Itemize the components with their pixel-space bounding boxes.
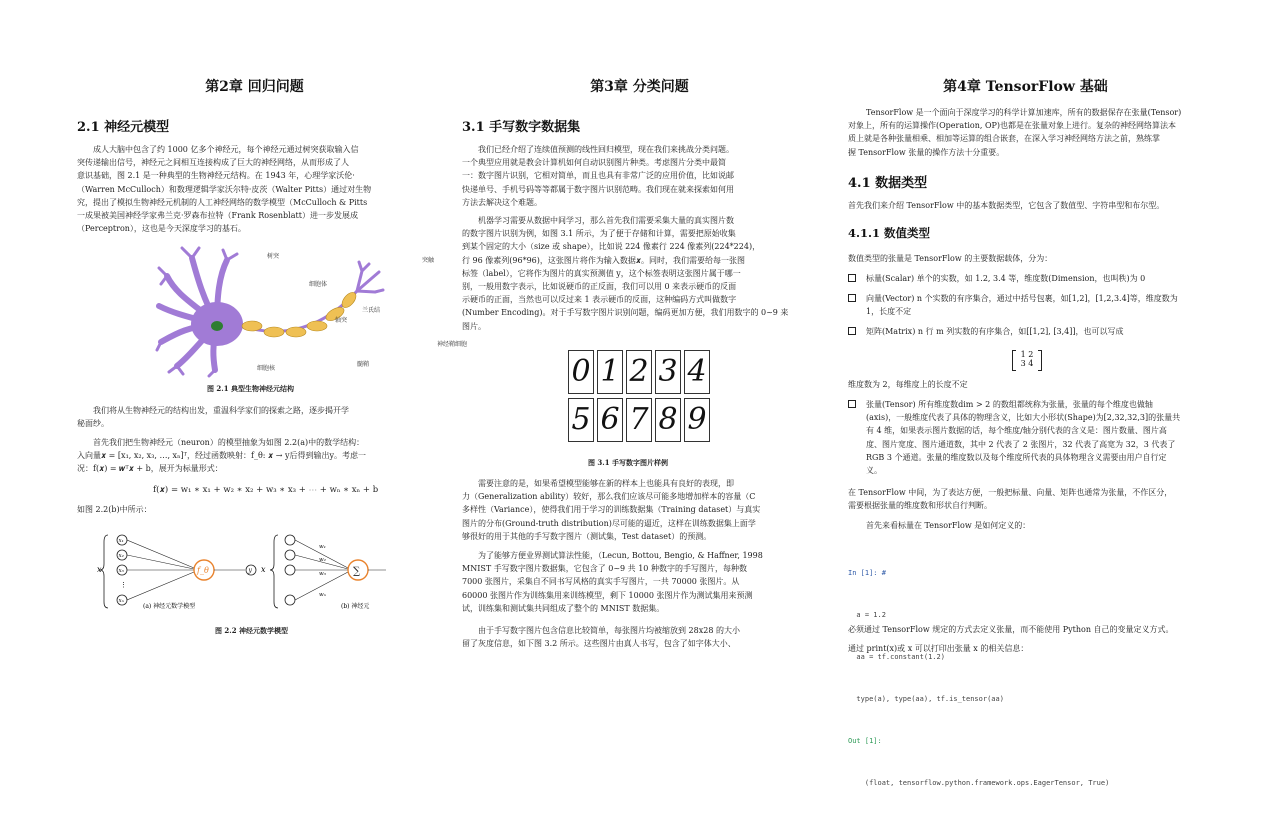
text-line: 必须通过 TensorFlow 规定的方式去定义张量，而不能使用 Python 自己的变量定义方式。 <box>848 625 1174 634</box>
page-chapter-4 <box>848 0 1203 787</box>
label-schwann: 神经鞘细胞 <box>437 341 468 348</box>
panel-b <box>261 535 386 610</box>
text-line: 一成果被美国神经学家弗兰克·罗森布拉特（Frank Rosenblatt）进一步发展成 <box>77 211 358 221</box>
text-line: 需要注意的是，如果希望模型能够在新的样本上也能具有良好的表现，即 <box>478 479 734 488</box>
digit-image: 8 <box>655 398 681 442</box>
text-line: 留了灰度信息，如下图 3.2 所示。这些图片由真人书写，包含了如字体大小、 <box>462 639 736 649</box>
text-line: 义。 <box>866 466 882 476</box>
input-vector-label-b: x <box>261 565 266 574</box>
text-line: 试，训练集和测试集共同组成了整个的 MNIST 数据集。 <box>462 603 665 613</box>
text-line: 维度数为 2，每维度上的长度不定 <box>848 380 968 389</box>
node-xn: xₙ <box>118 598 124 604</box>
text-line: 一个典型应用就是教会计算机如何自动识别图片种类。考虑图片分类中最简 <box>462 158 726 168</box>
paragraph <box>462 549 771 615</box>
neuron-axon <box>241 262 383 337</box>
subcaption-a: (a) 神经元数学模型 <box>143 603 196 610</box>
text-line: 向量(Vector) n 个实数的有序集合，通过中括号包裹，如[1,2]，[1,2,3.4]等，维度数为 <box>866 294 1178 303</box>
paragraph <box>77 404 386 430</box>
chapter-title: 第4章 TensorFlow 基础 <box>943 79 1108 95</box>
code-line: type(a), type(aa), tf.is_tensor(aa) <box>848 695 1004 703</box>
page-chapter-3 <box>462 0 789 720</box>
label-nucleus: 细胞核 <box>257 365 276 372</box>
weight-wn: wₙ <box>319 592 326 598</box>
checkbox-bullet-icon <box>848 294 856 302</box>
formula: f(𝒙) = w₁ ∗ x₁ + w₂ ∗ x₂ + w₃ ∗ x₃ + ⋯ + wₙ ∗ xₙ + b <box>153 485 379 495</box>
code-output-prompt: Out [1]: <box>848 737 882 745</box>
figure-caption: 图 2.1 典型生物神经元结构 <box>207 384 295 393</box>
text-line: 握 TensorFlow 张量的操作方法十分重要。 <box>848 147 1005 157</box>
digit-image: 3 <box>655 350 681 394</box>
code-input-prompt: In [1]: # <box>848 569 886 577</box>
f-theta-label: f_θ <box>197 566 209 575</box>
digit-image: 0 <box>568 350 594 394</box>
text-line: 由于手写数字图片包含信息比较简单，每张图片均被缩放到 28x28 的大小 <box>478 626 740 635</box>
text-line: MNIST 手写数字图片数据集，它包含了 0~9 共 10 种数字的手写图片，每种数 <box>462 564 747 574</box>
text-line: 究，提出了模拟生物神经元机制的人工神经网络的数学模型（McCulloch & Pitts <box>77 197 368 207</box>
text-line: （Perceptron），这也是今天深度学习的基石。 <box>77 224 246 234</box>
matrix-row: 1 2 <box>1020 350 1034 359</box>
paragraph <box>462 624 771 650</box>
chapter-title: 第2章 回归问题 <box>205 79 304 95</box>
text-line: 的数字图片识别为例，如图 3.1 所示，为了便于存储和计算，需要把原始收集 <box>462 229 736 239</box>
text-line: 对象上，所有的运算操作(Operation, OP)也都是在张量对象上进行。复杂的神经网络算法本 <box>848 121 1177 131</box>
code-output: (float, tensorflow.python.framework.ops.EagerTensor, True) <box>848 779 1110 787</box>
subsection-heading: 4.1.1 数值类型 <box>848 226 931 240</box>
paragraph <box>848 486 1203 512</box>
text-line: 7000 张图片，采集自不同书写风格的真实手写图片，一共 70000 张图片。从 <box>462 577 740 587</box>
page-chapter-2 <box>77 0 468 720</box>
paragraph <box>77 436 386 476</box>
label-axon: 轴突 <box>335 317 348 324</box>
text-line: 入向量𝒙 = [x₁, x₂, x₃, …, xₙ]ᵀ，经过函数映射：f_θ: 𝒙 → y后得到输出y。考虑一 <box>77 451 366 461</box>
figure-caption: 图 3.1 手写数字图片样例 <box>588 458 669 467</box>
digit-image: 6 <box>597 398 623 442</box>
paragraph <box>848 623 1203 636</box>
checkbox-bullet-icon <box>848 274 856 282</box>
node-x3: x₃ <box>118 568 124 574</box>
text-line: 质上就是各种张量相乘、相加等运算的组合嵌套，在深入学习神经网络方法之前，熟练掌 <box>848 134 1160 144</box>
text-line: (axis)，一般维度代表了具体的物理含义，比如大小形状(Shape)为[2,32,32,3]的张量共 <box>866 413 1181 423</box>
text-line: 快递单号、手机号码等等都属于数字图片识别范畴。我们现在就来探索如何用 <box>462 184 734 194</box>
label-cell-body: 细胞体 <box>309 281 328 288</box>
code-line: a = 1.2 <box>848 611 886 619</box>
text-line: 我们已经介绍了连续值预测的线性回归模型，现在我们来挑战分类问题。 <box>478 145 734 154</box>
bullet-item <box>848 292 1203 320</box>
text-line: 况：f(𝒙) = 𝒘ᵀ𝒙 + b，展开为标量形式： <box>77 464 223 474</box>
node-ellipsis: ⋮ <box>120 581 127 589</box>
text-line: 力（Generalization ability）较好，那么我们应该尽可能多地增加样本的容量（C <box>462 492 756 502</box>
text-line: 标量(Scalar) 单个的实数，如 1.2, 3.4 等，维度数(Dimension，也叫秩)为 0 <box>866 274 1146 283</box>
paragraph <box>462 477 771 543</box>
digit-image: 2 <box>626 350 652 394</box>
weight-w1: w₁ <box>319 544 326 550</box>
text-line: 需要根据张量的维度数和形状自行判断。 <box>848 501 992 511</box>
sum-symbol: ∑ <box>353 566 361 577</box>
text-line: 够很好的用于其他的手写数字图片（测试集，Test dataset）的预测。 <box>462 531 712 541</box>
neuron-figure <box>157 246 468 376</box>
text-line: 到某个固定的大小（size 或 shape），比如说 224 像素行 224 像素列(224*224)， <box>462 242 761 252</box>
chapter-title: 第3章 分类问题 <box>590 79 689 95</box>
section-heading: 2.1 神经元模型 <box>77 120 170 135</box>
matrix <box>1012 350 1042 369</box>
figure-caption: 图 2.2 神经元数学模型 <box>215 626 289 635</box>
text-line: 有 4 维，如果表示图片数据的话，每个维度/轴分别代表的含义是：图片数量、图片高 <box>866 426 1167 436</box>
text-line: 在 TensorFlow 中间，为了表达方便，一般把标量、向量、矩阵也通常为张量，不作区分， <box>848 488 1173 497</box>
text-line: 行 96 像素列(96*96)，这张图片将作为输入数据𝒙。同时，我们需要给每一张图 <box>462 255 746 265</box>
text-line: 图片的分布(Ground-truth distribution)尽可能的逼近，这样在训练数据集上面学 <box>462 518 756 528</box>
text-line: RGB 3 个通道。张量的维度数以及每个维度所代表的具体物理含义需要由用户自行定 <box>866 452 1167 462</box>
text-line: 机器学习需要从数据中间学习，那么首先我们需要采集大量的真实图片数 <box>478 216 734 225</box>
weight-w3: w₃ <box>319 571 326 577</box>
text-line: 数值类型的张量是 TensorFlow 的主要数据载体，分为： <box>848 254 1053 263</box>
matrix-row: 3 4 <box>1020 359 1034 368</box>
code-block <box>848 538 1203 818</box>
text-line: 一：数字图片识别，它相对简单，而且也具有非常广泛的应用价值，比如说邮 <box>462 171 734 181</box>
checkbox-bullet-icon <box>848 327 856 335</box>
bullet-item <box>848 325 1203 339</box>
input-vector-label: x <box>97 565 102 574</box>
text-line: 别，一般用数字表示，比如说硬币的正反面，我们可以用 0 来表示硬币的反面 <box>462 282 737 292</box>
bullet-item <box>848 398 1203 478</box>
text-line: 我们将从生物神经元的结构出发，重温科学家们的探索之路，逐步揭开学 <box>93 406 349 415</box>
subcaption-b: (b) 神经元 <box>341 603 370 610</box>
node-x1: x₁ <box>118 538 124 544</box>
text-line: 60000 张图片作为训练集用来训练模型，剩下 10000 张图片作为测试集用来预测 <box>462 590 753 600</box>
neuron-cell-body <box>157 248 243 376</box>
text-line: （Warren McCulloch）和数理逻辑学家沃尔特·皮茨（Walter Pitts）通过对生物 <box>77 184 372 194</box>
text-line: TensorFlow 是一个面向于深度学习的科学计算加速库，所有的数据保存在张量(Tensor) <box>866 108 1182 117</box>
digit-image: 4 <box>684 350 710 394</box>
text-line: 突传递输出信号，神经元之间相互连接构成了巨大的神经网络，从而形成了人 <box>77 158 349 168</box>
text-line: 首先我们来介绍 TensorFlow 中的基本数据类型，它包含了数值型、字符串型和布尔型。 <box>848 201 1165 210</box>
text-line: 方法去解决这个难题。 <box>462 197 542 207</box>
paragraph <box>848 378 1203 391</box>
node-x2: x₂ <box>118 553 124 559</box>
paragraph-intro <box>462 143 771 209</box>
paragraph <box>848 519 1203 532</box>
label-dendrite: 树突 <box>267 253 280 260</box>
paragraph <box>848 199 1203 212</box>
text-line: (Number Encoding)。对于手写数字图片识别问题，编码更加方便，我们用数字的 0~9 来 <box>462 308 789 318</box>
text-line: 示硬币的正面，当然也可以反过来 1 表示硬币的反面，这种编码方式叫做数字 <box>462 295 737 305</box>
text-line: 矩阵(Matrix) n 行 m 列实数的有序集合，如[[1,2], [3,4]]，也可以写成 <box>866 327 1124 336</box>
paragraph-intro <box>77 143 386 235</box>
text-line: 为了能够方便业界测试算法性能，（Lecun, Bottou, Bengio, & Haffner, 1998 <box>478 551 763 560</box>
code-line: aa = tf.constant(1.2) <box>848 653 945 661</box>
paragraph-intro <box>848 106 1203 159</box>
label-synapse: 突触 <box>422 257 435 264</box>
text-line: 1，长度不定 <box>866 307 912 317</box>
neuron-math-figure <box>95 530 386 614</box>
checkbox-bullet-icon <box>848 400 856 408</box>
label-ranvier: 兰氏结 <box>362 307 381 314</box>
paragraph <box>848 252 1203 265</box>
weight-w2: w₂ <box>319 557 326 563</box>
text-line: 秘面纱。 <box>77 419 109 429</box>
label-myelin: 髓鞘 <box>357 361 370 368</box>
matrix-bracket-right <box>1038 350 1042 371</box>
text-line: 多样性（Variance），使得我们用于学习的训练数据集（Training dataset）与真实 <box>462 505 761 515</box>
panel-a <box>97 535 256 610</box>
text-line: 图片。 <box>462 321 486 331</box>
nucleus <box>211 321 223 331</box>
paragraph <box>462 214 789 333</box>
digit-image: 5 <box>568 398 594 442</box>
bullet-item <box>848 272 1203 286</box>
digit-image: 9 <box>684 398 710 442</box>
text-line: 通过 print(x)或 x 可以打印出张量 x 的相关信息： <box>848 644 1029 653</box>
section-heading: 4.1 数据类型 <box>848 176 928 191</box>
text-line: 度、图片宽度、图片通道数，其中 2 代表了 2 张图片，32 代表了高宽为 32，3 代表了 <box>866 439 1176 449</box>
text-line: 首先来看标量在 TensorFlow 是如何定义的： <box>866 521 1031 530</box>
text-line: 首先我们把生物神经元（neuron）的模型抽象为如图 2.2(a)中的数学结构： <box>93 438 365 447</box>
digit-image: 7 <box>626 398 652 442</box>
paragraph <box>848 642 1203 655</box>
text-line: 标签（label），它将作为图片的真实预测值 y，这个标签表明这张图片属于哪一 <box>462 268 741 278</box>
section-heading: 3.1 手写数字数据集 <box>462 120 581 135</box>
paragraph <box>77 503 386 516</box>
digit-image: 1 <box>597 350 623 394</box>
text-line: 张量(Tensor) 所有维度数dim > 2 的数组都统称为张量，张量的每个维度也做轴 <box>866 400 1153 409</box>
text-line: 成人大脑中包含了约 1000 亿多个神经元，每个神经元通过树突获取输入信 <box>93 145 359 154</box>
output-y: y <box>248 567 252 574</box>
text-line: 意识基础，图 2.1 是一种典型的生物神经元结构。在 1943 年，心理学家沃伦· <box>77 171 355 181</box>
text-line: 如图 2.2(b)中所示： <box>77 505 152 514</box>
matrix-bracket-left <box>1012 350 1016 371</box>
